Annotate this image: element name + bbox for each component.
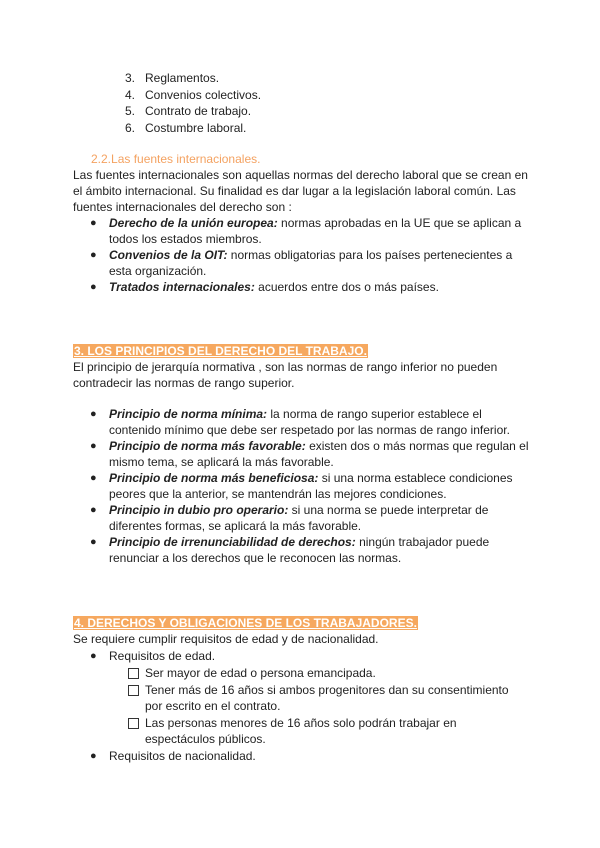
list-item: ● Requisitos de edad. bbox=[90, 649, 216, 663]
list-item: ● Principio de norma más favorable: existen dos o más normas que regulan el mismo tema, se aplicará la más favorable. bbox=[90, 439, 529, 469]
section-4-heading: 4. DERECHOS Y OBLIGACIONES DE LOS TRABAJADORES. bbox=[74, 616, 417, 630]
list-item: 6. Costumbre laboral. bbox=[125, 120, 247, 135]
list-item: ● Convenios de la OIT: normas obligatorias para los países pertenecientes a esta organización. bbox=[90, 248, 513, 278]
checkbox-icon bbox=[128, 718, 139, 729]
list-item: 5. Contrato de trabajo. bbox=[125, 104, 252, 118]
bullet-icon: ● bbox=[90, 249, 97, 261]
bullet-icon: ● bbox=[90, 408, 97, 420]
bullet-icon: ● bbox=[90, 281, 97, 293]
list-item: ● Derecho de la unión europea: normas aprobadas en la UE que se aplican a todos los estados miembros. bbox=[90, 216, 522, 246]
checklist-item: Tener más de 16 años si ambos progenitores dan su consentimiento por escrito en el contrato. bbox=[128, 682, 528, 714]
bullet-icon: ● bbox=[90, 504, 97, 516]
list-item: ● Requisitos de nacionalidad. bbox=[90, 749, 256, 763]
bullet-icon: ● bbox=[90, 750, 97, 762]
section-3-intro: El principio de jerarquía normativa , son las normas de rango inferior no pueden contradecir las normas de rango superior. bbox=[73, 360, 498, 390]
bullet-icon: ● bbox=[90, 650, 97, 662]
checklist-item: Las personas menores de 16 años solo podrán trabajar en espectáculos públicos. bbox=[128, 715, 528, 747]
section-3-heading: 3. LOS PRINCIPIOS DEL DERECHO DEL TRABAJO. bbox=[74, 344, 367, 358]
numbered-list bbox=[125, 70, 261, 136]
list-item: ● Principio in dubio pro operario: si una norma se puede interpretar de diferentes formas, se aplicará la más favorable. bbox=[90, 503, 489, 533]
list-item: ● Tratados internacionales: acuerdos entre dos o más países. bbox=[90, 280, 439, 294]
bullet-icon: ● bbox=[90, 472, 97, 484]
list-item: 3. Reglamentos. bbox=[125, 71, 220, 85]
list-item: 4. Convenios colectivos. bbox=[125, 87, 262, 102]
checkbox-icon bbox=[128, 685, 139, 696]
checkbox-icon bbox=[128, 668, 139, 679]
list-item: ● Principio de irrenunciabilidad de derechos: ningún trabajador puede renunciar a los derechos que le reconocen las normas. bbox=[90, 535, 490, 565]
section-2-2-intro: Las fuentes internacionales son aquellas normas del derecho laboral que se crean en el ámbito internacional. Su finalidad es dar lugar a la legislación laboral común. Las fuentes internacionales del derecho son : bbox=[73, 168, 528, 214]
section-4-intro: Se requiere cumplir requisitos de edad y de nacionalidad. bbox=[73, 632, 379, 646]
checklist-item: Ser mayor de edad o persona emancipada. bbox=[128, 665, 528, 681]
list-item: ● Principio de norma más beneficiosa: si una norma establece condiciones peores que la anterior, se mantendrán las mejores condiciones. bbox=[90, 471, 513, 501]
bullet-icon: ● bbox=[90, 536, 97, 548]
bullet-icon: ● bbox=[90, 440, 97, 452]
section-2-2-heading: 2.2.Las fuentes internacionales. bbox=[91, 152, 261, 166]
bullet-icon: ● bbox=[90, 217, 97, 229]
list-item: ● Principio de norma mínima: la norma de rango superior establece el contenido mínimo que debe ser respetado por las normas de rango inferior. bbox=[90, 407, 510, 437]
